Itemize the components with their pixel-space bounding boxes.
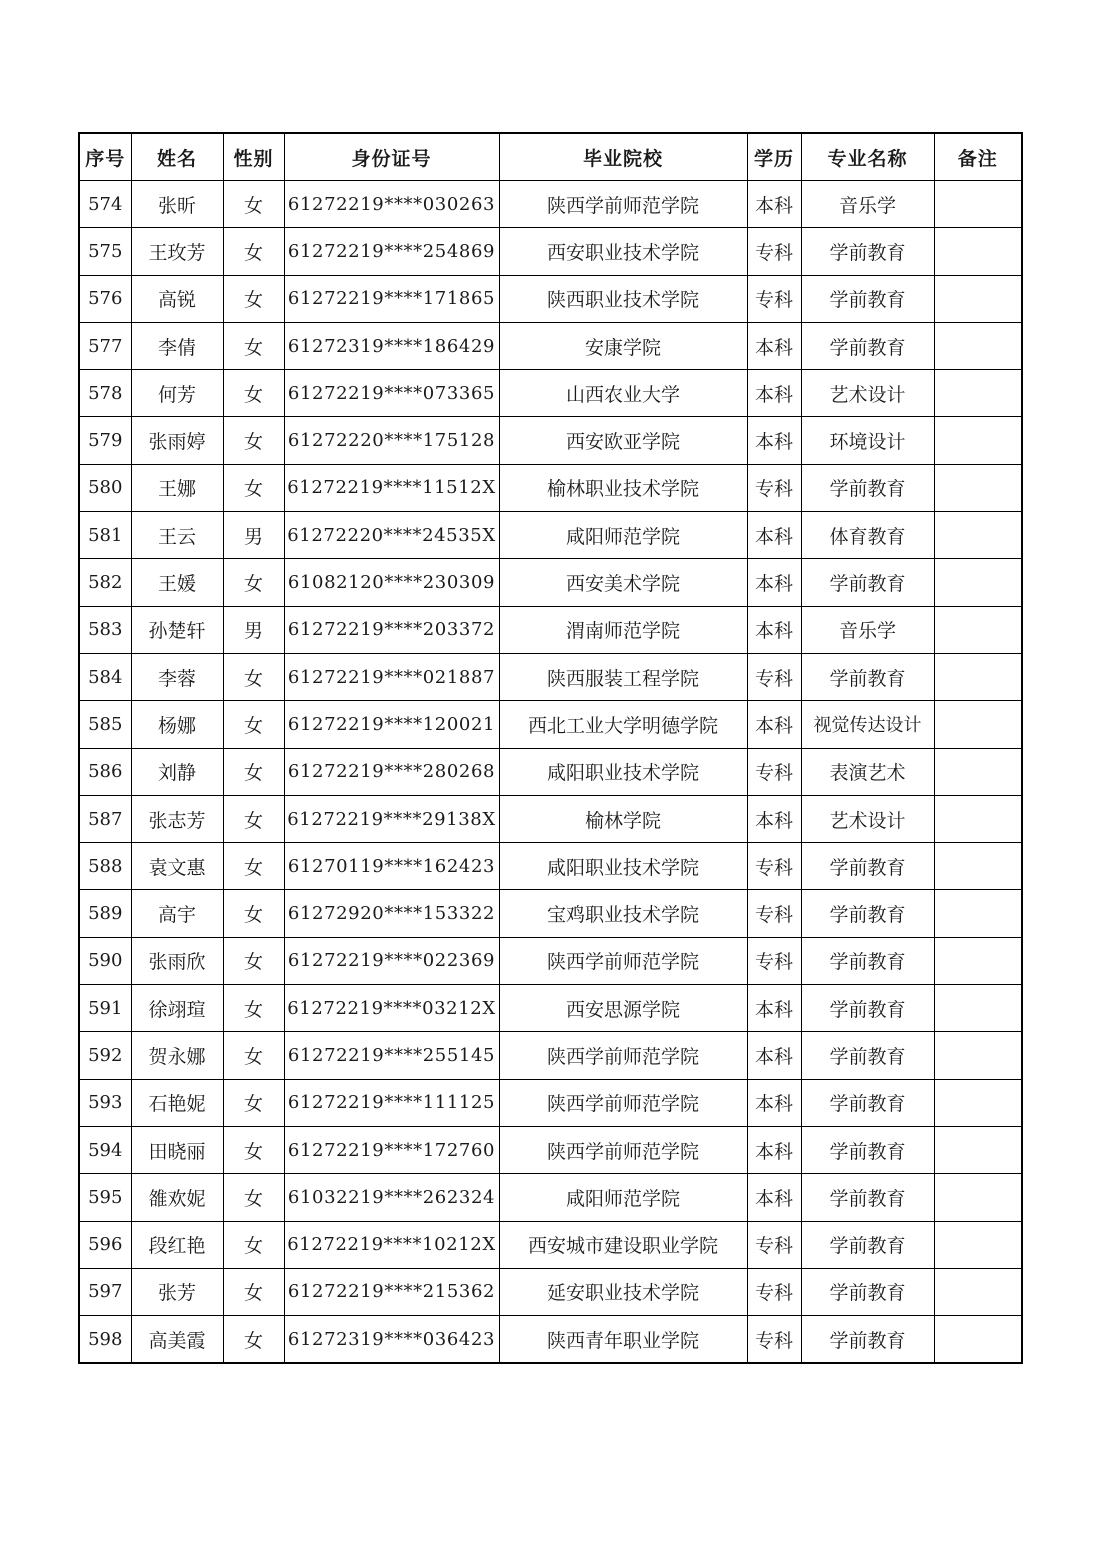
cell-graduate-school: 宝鸡职业技术学院	[499, 890, 747, 937]
cell-serial-number: 590	[79, 937, 131, 984]
header-serial-number: 序号	[79, 133, 131, 181]
header-gender: 性别	[223, 133, 284, 181]
cell-name: 徐翊瑄	[131, 985, 223, 1032]
table-row	[79, 464, 1022, 511]
cell-serial-number: 591	[79, 985, 131, 1032]
cell-name: 张雨婷	[131, 417, 223, 464]
cell-serial-number: 593	[79, 1079, 131, 1126]
cell-gender: 女	[223, 748, 284, 795]
cell-serial-number: 574	[79, 181, 131, 228]
table-row	[79, 181, 1022, 228]
table-row	[79, 937, 1022, 984]
header-id-number: 身份证号	[284, 133, 499, 181]
cell-id-number: 61272219****11512X	[284, 464, 499, 511]
cell-serial-number: 594	[79, 1126, 131, 1173]
cell-serial-number: 589	[79, 890, 131, 937]
cell-gender: 男	[223, 606, 284, 653]
cell-graduate-school: 西北工业大学明德学院	[499, 701, 747, 748]
cell-education-level: 专科	[747, 1268, 801, 1315]
table-row	[79, 1174, 1022, 1221]
cell-education-level: 本科	[747, 559, 801, 606]
cell-gender: 女	[223, 228, 284, 275]
cell-gender: 女	[223, 1268, 284, 1315]
table-row	[79, 890, 1022, 937]
cell-remarks	[934, 322, 1022, 369]
cell-name: 张志芳	[131, 795, 223, 842]
cell-major: 学前教育	[801, 559, 934, 606]
cell-graduate-school: 陕西服装工程学院	[499, 653, 747, 700]
cell-serial-number: 588	[79, 843, 131, 890]
cell-serial-number: 580	[79, 464, 131, 511]
cell-id-number: 61272219****172760	[284, 1126, 499, 1173]
cell-serial-number: 581	[79, 512, 131, 559]
table-row	[79, 1126, 1022, 1173]
cell-name: 高锐	[131, 275, 223, 322]
table-row	[79, 985, 1022, 1032]
cell-remarks	[934, 843, 1022, 890]
cell-name: 雒欢妮	[131, 1174, 223, 1221]
cell-major: 体育教育	[801, 512, 934, 559]
cell-name: 袁文惠	[131, 843, 223, 890]
cell-graduate-school: 陕西职业技术学院	[499, 275, 747, 322]
table-row	[79, 1079, 1022, 1126]
cell-id-number: 61270119****162423	[284, 843, 499, 890]
cell-id-number: 61272219****215362	[284, 1268, 499, 1315]
cell-serial-number: 582	[79, 559, 131, 606]
cell-major: 学前教育	[801, 1268, 934, 1315]
cell-major: 学前教育	[801, 890, 934, 937]
cell-graduate-school: 榆林职业技术学院	[499, 464, 747, 511]
table-body	[79, 181, 1022, 1364]
header-education-level: 学历	[747, 133, 801, 181]
cell-name: 李蓉	[131, 653, 223, 700]
cell-major: 学前教育	[801, 1126, 934, 1173]
cell-major: 学前教育	[801, 1316, 934, 1364]
cell-remarks	[934, 1268, 1022, 1315]
cell-serial-number: 578	[79, 370, 131, 417]
cell-gender: 女	[223, 1316, 284, 1364]
cell-remarks	[934, 1221, 1022, 1268]
cell-graduate-school: 延安职业技术学院	[499, 1268, 747, 1315]
cell-education-level: 专科	[747, 1316, 801, 1364]
cell-graduate-school: 陕西学前师范学院	[499, 1126, 747, 1173]
cell-serial-number: 596	[79, 1221, 131, 1268]
roster-table	[78, 132, 1023, 1364]
cell-education-level: 本科	[747, 701, 801, 748]
cell-education-level: 本科	[747, 1126, 801, 1173]
cell-id-number: 61032219****262324	[284, 1174, 499, 1221]
table-header	[79, 133, 1022, 181]
header-major: 专业名称	[801, 133, 934, 181]
cell-education-level: 专科	[747, 464, 801, 511]
cell-gender: 女	[223, 322, 284, 369]
cell-gender: 女	[223, 181, 284, 228]
cell-major: 艺术设计	[801, 370, 934, 417]
cell-name: 贺永娜	[131, 1032, 223, 1079]
cell-gender: 女	[223, 890, 284, 937]
table-row	[79, 795, 1022, 842]
cell-gender: 女	[223, 795, 284, 842]
cell-graduate-school: 山西农业大学	[499, 370, 747, 417]
cell-name: 张雨欣	[131, 937, 223, 984]
table-row	[79, 1221, 1022, 1268]
cell-major: 音乐学	[801, 181, 934, 228]
cell-gender: 男	[223, 512, 284, 559]
cell-serial-number: 587	[79, 795, 131, 842]
cell-graduate-school: 安康学院	[499, 322, 747, 369]
table-row	[79, 228, 1022, 275]
cell-education-level: 专科	[747, 843, 801, 890]
cell-major: 学前教育	[801, 464, 934, 511]
cell-education-level: 本科	[747, 322, 801, 369]
cell-serial-number: 586	[79, 748, 131, 795]
cell-id-number: 61272219****111125	[284, 1079, 499, 1126]
cell-graduate-school: 咸阳师范学院	[499, 512, 747, 559]
table-row	[79, 559, 1022, 606]
cell-gender: 女	[223, 1032, 284, 1079]
cell-serial-number: 579	[79, 417, 131, 464]
cell-major: 学前教育	[801, 1079, 934, 1126]
cell-id-number: 61272219****171865	[284, 275, 499, 322]
cell-major: 学前教育	[801, 937, 934, 984]
cell-graduate-school: 西安职业技术学院	[499, 228, 747, 275]
cell-remarks	[934, 653, 1022, 700]
cell-name: 杨娜	[131, 701, 223, 748]
cell-education-level: 专科	[747, 937, 801, 984]
cell-remarks	[934, 275, 1022, 322]
table-row	[79, 1268, 1022, 1315]
table-row	[79, 417, 1022, 464]
cell-gender: 女	[223, 985, 284, 1032]
cell-education-level: 专科	[747, 1221, 801, 1268]
cell-education-level: 本科	[747, 1174, 801, 1221]
cell-major: 学前教育	[801, 322, 934, 369]
cell-graduate-school: 渭南师范学院	[499, 606, 747, 653]
cell-major: 学前教育	[801, 653, 934, 700]
header-graduate-school: 毕业院校	[499, 133, 747, 181]
cell-major: 学前教育	[801, 1221, 934, 1268]
cell-remarks	[934, 512, 1022, 559]
cell-education-level: 专科	[747, 748, 801, 795]
cell-id-number: 61272219****255145	[284, 1032, 499, 1079]
cell-remarks	[934, 1126, 1022, 1173]
cell-remarks	[934, 701, 1022, 748]
cell-id-number: 61272219****29138X	[284, 795, 499, 842]
cell-gender: 女	[223, 417, 284, 464]
cell-name: 李倩	[131, 322, 223, 369]
cell-graduate-school: 西安思源学院	[499, 985, 747, 1032]
cell-serial-number: 585	[79, 701, 131, 748]
cell-graduate-school: 咸阳职业技术学院	[499, 843, 747, 890]
table-row	[79, 512, 1022, 559]
cell-education-level: 本科	[747, 795, 801, 842]
cell-major: 学前教育	[801, 275, 934, 322]
cell-id-number: 61272219****10212X	[284, 1221, 499, 1268]
cell-serial-number: 575	[79, 228, 131, 275]
cell-id-number: 61272219****203372	[284, 606, 499, 653]
cell-graduate-school: 咸阳职业技术学院	[499, 748, 747, 795]
cell-education-level: 本科	[747, 181, 801, 228]
cell-id-number: 61272920****153322	[284, 890, 499, 937]
cell-gender: 女	[223, 1126, 284, 1173]
cell-gender: 女	[223, 843, 284, 890]
cell-remarks	[934, 1079, 1022, 1126]
cell-education-level: 本科	[747, 1079, 801, 1126]
cell-id-number: 61272219****280268	[284, 748, 499, 795]
table-row	[79, 653, 1022, 700]
table-row	[79, 1316, 1022, 1364]
cell-gender: 女	[223, 559, 284, 606]
cell-id-number: 61272219****03212X	[284, 985, 499, 1032]
cell-name: 王云	[131, 512, 223, 559]
cell-name: 田晓丽	[131, 1126, 223, 1173]
cell-education-level: 本科	[747, 417, 801, 464]
cell-gender: 女	[223, 701, 284, 748]
cell-id-number: 61272319****036423	[284, 1316, 499, 1364]
table-row	[79, 701, 1022, 748]
cell-remarks	[934, 795, 1022, 842]
cell-remarks	[934, 1032, 1022, 1079]
cell-major: 表演艺术	[801, 748, 934, 795]
cell-remarks	[934, 559, 1022, 606]
cell-name: 段红艳	[131, 1221, 223, 1268]
cell-remarks	[934, 937, 1022, 984]
cell-name: 刘静	[131, 748, 223, 795]
cell-graduate-school: 西安美术学院	[499, 559, 747, 606]
cell-gender: 女	[223, 464, 284, 511]
cell-graduate-school: 西安城市建设职业学院	[499, 1221, 747, 1268]
cell-name: 王娜	[131, 464, 223, 511]
cell-remarks	[934, 1174, 1022, 1221]
cell-major: 学前教育	[801, 1174, 934, 1221]
cell-name: 何芳	[131, 370, 223, 417]
cell-remarks	[934, 417, 1022, 464]
cell-id-number: 61272219****254869	[284, 228, 499, 275]
cell-major: 学前教育	[801, 985, 934, 1032]
cell-serial-number: 584	[79, 653, 131, 700]
cell-remarks	[934, 370, 1022, 417]
cell-name: 高宇	[131, 890, 223, 937]
cell-remarks	[934, 181, 1022, 228]
cell-name: 石艳妮	[131, 1079, 223, 1126]
cell-education-level: 本科	[747, 370, 801, 417]
cell-gender: 女	[223, 1079, 284, 1126]
cell-education-level: 本科	[747, 606, 801, 653]
cell-education-level: 专科	[747, 275, 801, 322]
cell-graduate-school: 陕西青年职业学院	[499, 1316, 747, 1364]
cell-gender: 女	[223, 1221, 284, 1268]
cell-remarks	[934, 228, 1022, 275]
cell-serial-number: 583	[79, 606, 131, 653]
cell-graduate-school: 西安欧亚学院	[499, 417, 747, 464]
cell-serial-number: 595	[79, 1174, 131, 1221]
cell-gender: 女	[223, 937, 284, 984]
cell-remarks	[934, 1316, 1022, 1364]
cell-major: 艺术设计	[801, 795, 934, 842]
cell-name: 王玫芳	[131, 228, 223, 275]
cell-education-level: 本科	[747, 1032, 801, 1079]
cell-education-level: 专科	[747, 653, 801, 700]
table-row	[79, 275, 1022, 322]
cell-id-number: 61272219****022369	[284, 937, 499, 984]
cell-id-number: 61272220****175128	[284, 417, 499, 464]
cell-graduate-school: 陕西学前师范学院	[499, 1032, 747, 1079]
cell-remarks	[934, 748, 1022, 795]
cell-gender: 女	[223, 1174, 284, 1221]
cell-serial-number: 592	[79, 1032, 131, 1079]
table-row	[79, 606, 1022, 653]
cell-gender: 女	[223, 370, 284, 417]
cell-education-level: 本科	[747, 512, 801, 559]
cell-gender: 女	[223, 275, 284, 322]
cell-remarks	[934, 606, 1022, 653]
table-row	[79, 1032, 1022, 1079]
cell-gender: 女	[223, 653, 284, 700]
cell-serial-number: 576	[79, 275, 131, 322]
cell-name: 王媛	[131, 559, 223, 606]
cell-name: 孙楚轩	[131, 606, 223, 653]
cell-id-number: 61272319****186429	[284, 322, 499, 369]
cell-graduate-school: 榆林学院	[499, 795, 747, 842]
cell-serial-number: 598	[79, 1316, 131, 1364]
cell-id-number: 61272220****24535X	[284, 512, 499, 559]
cell-id-number: 61272219****073365	[284, 370, 499, 417]
cell-major: 学前教育	[801, 843, 934, 890]
cell-education-level: 专科	[747, 228, 801, 275]
table-row	[79, 843, 1022, 890]
table-row	[79, 748, 1022, 795]
cell-graduate-school: 陕西学前师范学院	[499, 181, 747, 228]
cell-id-number: 61272219****120021	[284, 701, 499, 748]
cell-remarks	[934, 890, 1022, 937]
cell-remarks	[934, 985, 1022, 1032]
cell-id-number: 61272219****021887	[284, 653, 499, 700]
cell-major: 视觉传达设计	[801, 701, 934, 748]
header-name: 姓名	[131, 133, 223, 181]
cell-graduate-school: 陕西学前师范学院	[499, 937, 747, 984]
cell-major: 音乐学	[801, 606, 934, 653]
cell-graduate-school: 陕西学前师范学院	[499, 1079, 747, 1126]
cell-major: 学前教育	[801, 228, 934, 275]
header-row	[79, 133, 1022, 181]
cell-remarks	[934, 464, 1022, 511]
cell-serial-number: 597	[79, 1268, 131, 1315]
cell-name: 张芳	[131, 1268, 223, 1315]
table-row	[79, 322, 1022, 369]
cell-graduate-school: 咸阳师范学院	[499, 1174, 747, 1221]
cell-serial-number: 577	[79, 322, 131, 369]
cell-name: 高美霞	[131, 1316, 223, 1364]
cell-education-level: 专科	[747, 890, 801, 937]
cell-education-level: 本科	[747, 985, 801, 1032]
cell-id-number: 61272219****030263	[284, 181, 499, 228]
header-remarks: 备注	[934, 133, 1022, 181]
cell-name: 张昕	[131, 181, 223, 228]
cell-id-number: 61082120****230309	[284, 559, 499, 606]
cell-major: 环境设计	[801, 417, 934, 464]
table-row	[79, 370, 1022, 417]
cell-major: 学前教育	[801, 1032, 934, 1079]
